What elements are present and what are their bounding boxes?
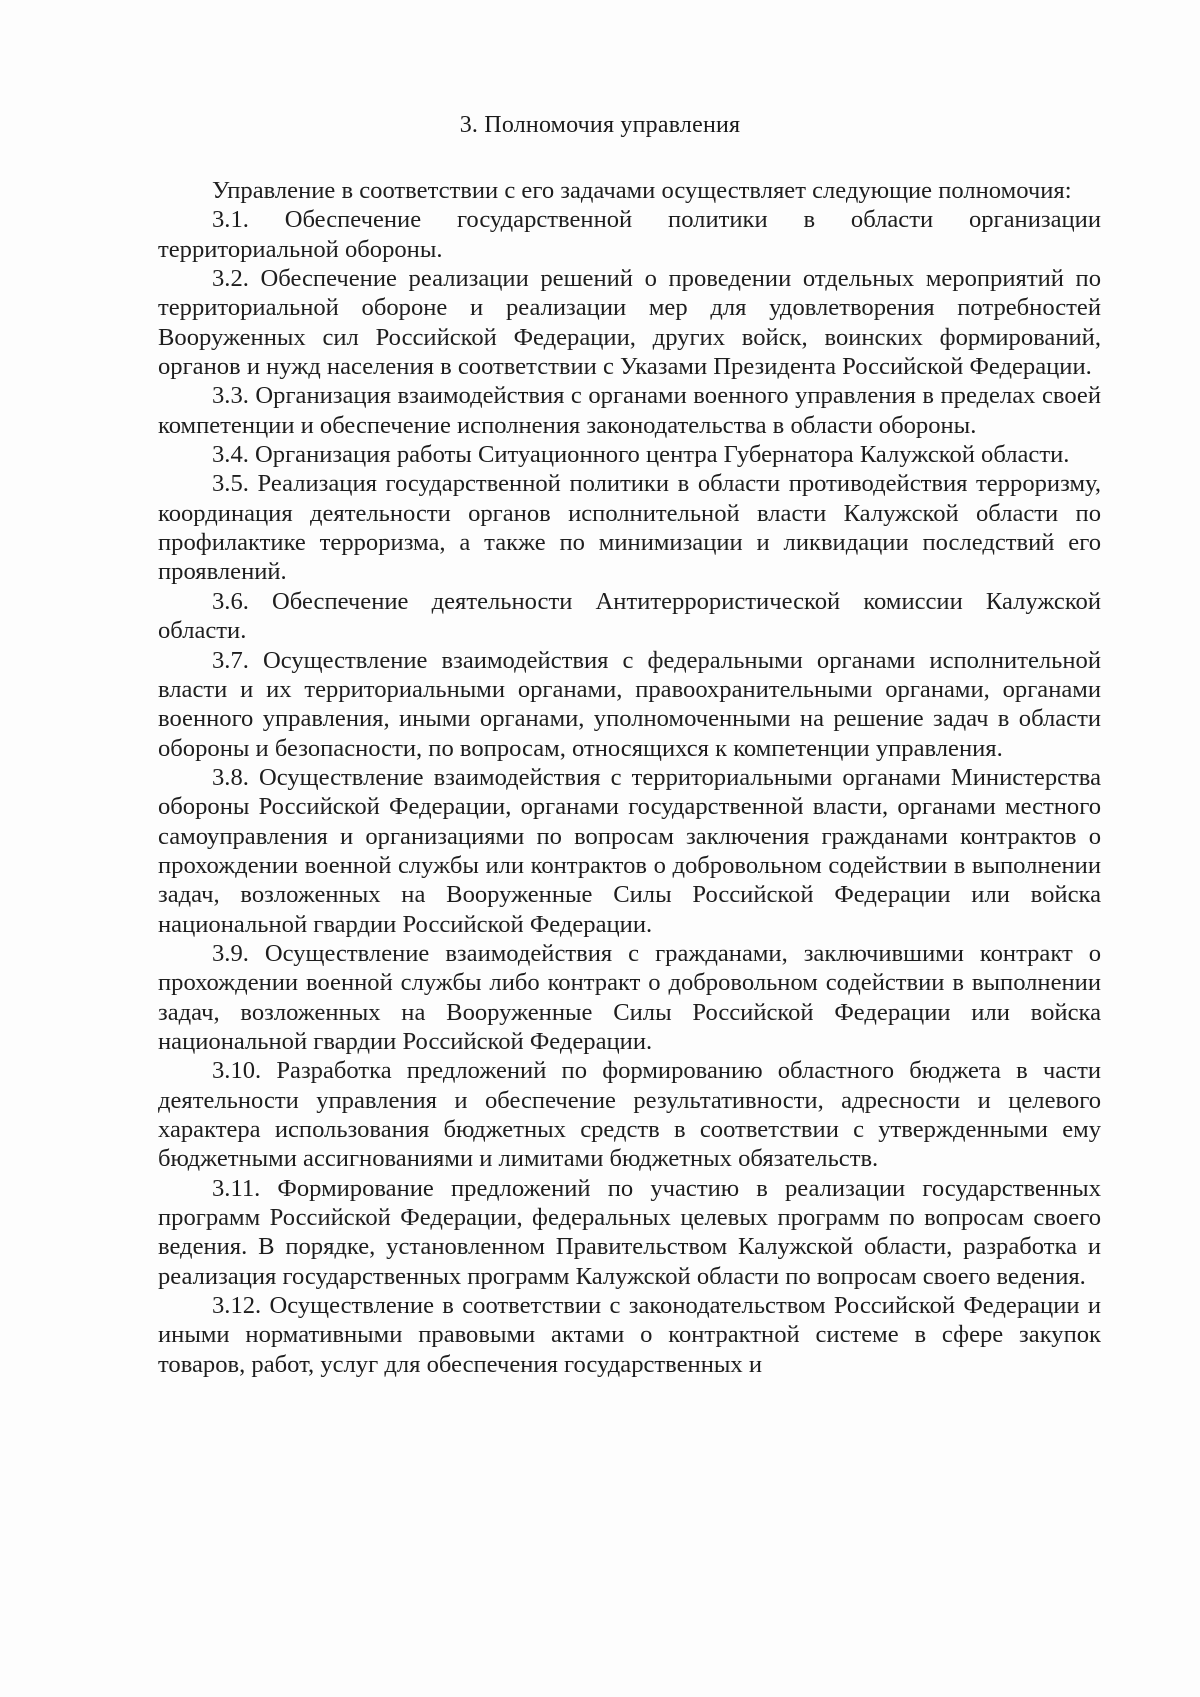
paragraph-3-3: 3.3. Организация взаимодействия с органами военного управления в пределах своей компетенции и обеспечение исполнения законодательства в области обороны. — [158, 382, 1101, 439]
paragraph-3-12: 3.12. Осуществление в соответствии с законодательством Российской Федерации и иными нормативными правовыми актами о контрактной системе в сфере закупок товаров, работ, услуг для обеспечения государственных и — [158, 1292, 1101, 1378]
paragraph-3-4: 3.4. Организация работы Ситуационного центра Губернатора Калужской области. — [212, 441, 1070, 469]
paragraph-3-7: 3.7. Осуществление взаимодействия с федеральными органами исполнительной власти и их территориальными органами, правоохранительными органами, органами военного управления, иными органами, уполномоченными на решение задач в области обороны и безопасности, по вопросам, относящихся к компетенции управления. — [158, 646, 1101, 762]
document-body — [158, 176, 1101, 1379]
paragraph-3-2: 3.2. Обеспечение реализации решений о проведении отдельных мероприятий по территориальной обороне и реализации мер для удовлетворения потребностей Вооруженных сил Российской Федерации, других войск, воинских формирований, органов и нужд населения в соответствии с Указами Президента Российской Федерации. — [158, 265, 1101, 381]
section-title: 3. Полномочия управления — [459, 112, 741, 138]
paragraph-3-9: 3.9. Осуществление взаимодействия с гражданами, заключившими контракт о прохождении военной службы либо контракт о добровольном содействии в выполнении задач, возложенных на Вооруженные Силы Российской Федерации или войска национальной гвардии Российской Федерации. — [158, 939, 1101, 1055]
paragraph-intro: Управление в соответствии с его задачами осуществляет следующие полномочия: — [212, 177, 1072, 204]
paragraph-3-1: 3.1. Обеспечение государственной политики в области организации территориальной обороны. — [158, 206, 1101, 263]
paragraph-3-6: 3.6. Обеспечение деятельности Антитеррористической комиссии Калужской области. — [158, 587, 1101, 645]
paragraph-3-8: 3.8. Осуществление взаимодействия с территориальными органами Министерства обороны Российской Федерации, органами государственной власти, органами местного самоуправления и организациями по вопросам заключения гражданами контрактов о прохождении военной службы или контрактов о добровольном содействии в выполнении задач, возложенных на Вооруженные Силы Российской Федерации или войска национальной гвардии Российской Федерации. — [158, 763, 1101, 938]
paragraph-3-11: 3.11. Формирование предложений по участию в реализации государственных программ Российской Федерации, федеральных целевых программ по вопросам своего ведения. В порядке, установленном Правительством Калужской области, разработка и реализация государственных программ Калужской области по вопросам своего ведения. — [158, 1174, 1101, 1290]
paragraph-3-5: 3.5. Реализация государственной политики в области противодействия терроризму, координация деятельности органов исполнительной власти Калужской области по профилактике терроризма, а также по минимизации и ликвидации последствий его проявлений. — [158, 470, 1101, 586]
paragraph-3-10: 3.10. Разработка предложений по формированию областного бюджета в части деятельности управления и обеспечение результативности, адресности и целевого характера использования бюджетных средств в соответствии с утвержденными ему бюджетными ассигнованиями и лимитами бюджетных обязательств. — [158, 1057, 1101, 1173]
